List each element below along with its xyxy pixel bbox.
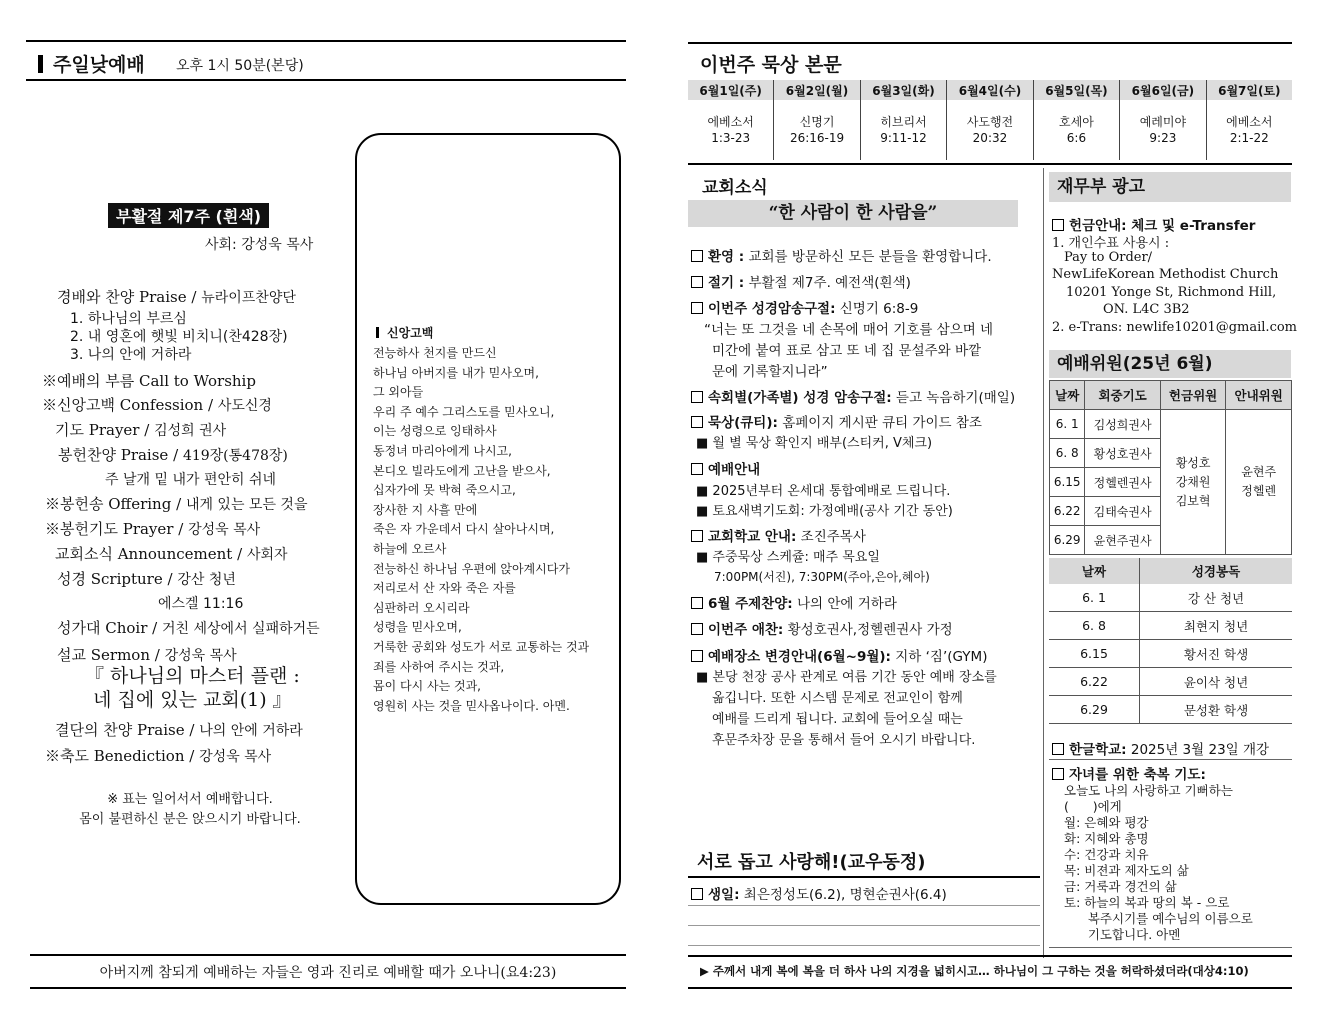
duty-prayer: 김성희권사: [1085, 410, 1160, 439]
meditation-passage: 호세아 6:6: [1033, 100, 1119, 160]
meditation-day: 6월4일(수): [947, 80, 1033, 100]
meditation-passage: 히브리서 9:11-12: [860, 100, 946, 160]
footer-rule-bottom: [688, 987, 1292, 989]
duty-prayer: 김태숙권사: [1085, 497, 1160, 526]
creed-text: 전능하사 천지를 만드신 하나님 아버지를 내가 믿사오며, 그 외아들 우리 주 예수 그리스도를 믿사오니, 이는 성령으로 잉태하사 동정녀 마리아에게 나시고, 본디오 빌라도에게 고난을 받으사, 십자가에 못 박혀 죽으시고, 장사한 지 사흘 만에 죽은 자 가운데서 다시 살아나시며, 하늘에 오르사 전능하신 하나님 우편에 앉아계시다가 저리로서 산 자와 죽은 자를 심판하러 오시리라 성령을 믿사오며, 거룩한 공회와 성도가 서로 교통하는 것과 죄를 사하여 주시는 것과, 몸이 다시 사는 것과, 영원히 사는 것을 믿사옵나이다. 아멘.: [373, 346, 590, 713]
top-rule: [688, 42, 1292, 44]
reading-header: 날짜: [1049, 558, 1140, 584]
duty-header: 안내위원: [1226, 381, 1292, 410]
venue-bullet-line: 옮깁니다. 또한 시스템 문제로 전교인이 함께: [712, 691, 963, 706]
meditation-passage: 예레미야 9:23: [1120, 100, 1206, 160]
korean-school: 한글학교: 2025년 3월 23일 개강: [1052, 738, 1269, 758]
service-time: 오후 1시 50분(본당): [176, 58, 304, 74]
order-confession: ※신앙고백 Confession / 사도신경: [42, 396, 272, 414]
reading-table: [1049, 558, 1292, 724]
venue-bullet-line: 예배를 드리게 됩니다. 교회에 들어오실 때는: [712, 712, 963, 727]
blank-line: [688, 905, 1040, 906]
reading-person: 최현지 청년: [1140, 612, 1293, 640]
meditation-day: 6월5일(목): [1033, 80, 1119, 100]
duty-prayer: 윤현주권사: [1085, 526, 1160, 555]
service-title: 주일낮예배: [38, 50, 145, 77]
children-prayer-title: 자녀를 위한 축복 기도:: [1052, 763, 1206, 783]
duty-date: 6. 1: [1050, 410, 1085, 439]
offering-line: Pay to Order/: [1064, 250, 1153, 265]
reading-date: 6.15: [1049, 640, 1140, 668]
finance-rule: [1049, 947, 1292, 948]
finance-title: 재무부 광고: [1049, 172, 1291, 202]
worship-bullet: ■ 2025년부터 온세대 통합예배로 드립니다.: [696, 484, 951, 499]
title-rule: [26, 79, 626, 81]
sermon-title-line: 네 집에 있는 교회(1) 』: [93, 689, 292, 711]
meditation-day: 6월7일(토): [1206, 80, 1292, 100]
note-line: 몸이 불편하신 분은 앉으시기 바랍니다.: [79, 812, 301, 827]
offering-line: 2. e-Trans: newlife10201@gmail.com: [1052, 320, 1298, 335]
duty-offering-members: 황성호 강채원 김보혁: [1160, 410, 1226, 555]
news-school: 교회학교 안내: 조진주목사: [691, 525, 866, 545]
reading-person: 문성환 학생: [1140, 696, 1293, 724]
mutual-rule: [688, 876, 1040, 878]
news-fellowship: 이번주 애찬: 황성호권사,정헬렌권사 가정: [691, 618, 953, 638]
order-closing-hymn: 결단의 찬양 Praise / 나의 안에 거하라: [55, 721, 303, 739]
blank-line: [688, 925, 1040, 926]
praise-song: 3. 나의 안에 거하라: [70, 347, 192, 363]
sermon-title-line: 『 하나님의 마스터 플랜 :: [85, 665, 300, 687]
meditation-day: 6월1일(주): [688, 80, 774, 100]
news-qt: 묵상(큐티): 홈페이지 게시판 큐티 가이드 참조: [691, 411, 982, 431]
meditation-table: [688, 80, 1292, 160]
memory-text-line: “너는 또 그것을 네 손목에 매어 기호를 삼으며 네: [704, 322, 994, 338]
order-call-to-worship: ※예배의 부름 Call to Worship: [42, 372, 256, 390]
meditation-day: 6월6일(금): [1120, 80, 1206, 100]
order-choir: 성가대 Choir / 거친 세상에서 실패하거든: [57, 619, 320, 637]
footer-verse: ▶ 주께서 내게 복에 복을 더 하사 나의 지경을 넓히시고… 하나님이 그 구하는 것을 허락하셨더라(대상4:10): [700, 964, 1249, 978]
table-row: [1049, 612, 1292, 640]
reading-date: 6.22: [1049, 668, 1140, 696]
leader: 사회: 강성욱 목사: [205, 237, 314, 253]
news-family-verse: 속회별(가족별) 성경 암송구절: 듣고 녹음하기(매일): [691, 386, 1015, 406]
worship-bullet: ■ 토요새벽기도회: 가정예배(공사 기간 동안): [696, 504, 953, 519]
qt-bullet: ■ 월 별 묵상 확인지 배부(스티커, V체크): [696, 436, 933, 451]
meditation-day: 6월3일(화): [860, 80, 946, 100]
offering-line: NewLifeKorean Methodist Church: [1052, 267, 1279, 282]
scripture-ref: 에스겔 11:16: [158, 596, 244, 612]
news-welcome: 환영 : 교회를 방문하신 모든 분들을 환영합니다.: [691, 245, 992, 265]
news-season: 절기 : 부활절 제7주. 예전색(흰색): [691, 271, 911, 291]
duty-guide-members: 윤현주 정헬렌: [1226, 410, 1292, 555]
sermon-title: [85, 664, 300, 712]
offering-line: 10201 Yonge St, Richmond Hill,: [1066, 285, 1277, 300]
order-offering-praise: 봉헌찬양 Praise / 419장(통478장): [58, 446, 288, 464]
duty-prayer: 황성호권사: [1085, 439, 1160, 468]
footer-rule-bottom: [30, 987, 626, 989]
order-prayer: 기도 Prayer / 김성희 권사: [55, 421, 227, 439]
mutual-title: 서로 돕고 사랑해!(교우동정): [697, 852, 926, 873]
offering-praise-song: 주 날개 밑 내가 편안히 쉬네: [105, 472, 277, 488]
column-divider: [1043, 168, 1044, 958]
reading-header: 성경봉독: [1140, 558, 1293, 584]
news-banner: “한 사람이 한 사람을”: [688, 200, 1018, 227]
season-badge: 부활절 제7주 (흰색): [108, 203, 269, 228]
duty-table: [1049, 380, 1292, 555]
venue-bullet: ■ 본당 천장 공사 관계로 여름 기간 동안 예배 장소를: [696, 670, 997, 685]
news-title: 교회소식: [702, 178, 768, 198]
reading-person: 윤이삭 청년: [1140, 668, 1293, 696]
order-praise: 경배와 찬양 Praise / 뉴라이프찬양단: [57, 288, 296, 306]
offering-line: ON. L4C 3B2: [1103, 302, 1190, 317]
memory-text-line: 문에 기록할지니라”: [712, 364, 828, 380]
meditation-rule: [688, 163, 1292, 165]
finance-rule: [1049, 759, 1292, 760]
meditation-passage: 에베소서 1:3-23: [707, 115, 754, 145]
table-row: [1049, 696, 1292, 724]
school-bullet-line: 7:00PM(서진), 7:30PM(주아,은아,혜아): [714, 570, 930, 584]
duty-date: 6.15: [1050, 468, 1085, 497]
order-scripture: 성경 Scripture / 강산 청년: [57, 570, 236, 588]
top-rule: [26, 40, 626, 42]
reading-date: 6. 1: [1049, 584, 1140, 612]
order-announcement: 교회소식 Announcement / 사회자: [55, 545, 288, 563]
praise-songs: [70, 310, 288, 364]
table-row: [1049, 584, 1292, 612]
meditation-passage: 사도행전 20:32: [947, 100, 1033, 160]
creed-title: 신앙고백: [376, 324, 433, 341]
school-bullet: ■ 주중묵상 스케쥴: 매주 목요일: [696, 550, 880, 565]
order-benediction: ※축도 Benediction / 강성욱 목사: [45, 747, 272, 765]
offering-line: 1. 개인수표 사용시 :: [1052, 236, 1170, 251]
table-row: [1050, 410, 1292, 439]
duty-date: 6.22: [1050, 497, 1085, 526]
meditation-passage: 신명기 26:16-19: [774, 100, 860, 160]
news-venue: 예배장소 변경안내(6월~9월): 지하 ‘짐’(GYM): [691, 645, 987, 665]
duty-header: 날짜: [1050, 381, 1085, 410]
footer-rule: [30, 954, 626, 956]
table-row: [1049, 640, 1292, 668]
reading-date: 6.29: [1049, 696, 1140, 724]
children-prayer-text: 오늘도 나의 사랑하고 기뻐하는 ( )에게 월: 은혜와 평강 화: 지혜와 총명 수: 건강과 치유 목: 비젼과 제자도의 삶 금: 거룩과 경건의 삶 토: 하늘의 복과 땅의 복 - 으로 복주시기를 예수님의 이름으로 기도합니다. 아멘: [1064, 783, 1253, 942]
praise-song: 1. 하나님의 부르심: [70, 311, 187, 327]
meditation-title: 이번주 묵상 본문: [700, 54, 842, 76]
duty-prayer: 정헬렌권사: [1085, 468, 1160, 497]
memory-text-line: 미간에 붙여 표로 삼고 또 네 집 문설주와 바깥: [712, 343, 982, 359]
reading-person: 강 산 청년: [1140, 584, 1293, 612]
standing-note: [60, 790, 320, 830]
meditation-passage: 에베소서 2:1-22: [1206, 100, 1292, 160]
venue-bullet-line: 후문주차장 문을 통해서 들어 오시기 바랍니다.: [712, 733, 976, 748]
footer-verse: 아버지께 참되게 예배하는 자들은 영과 진리로 예배할 때가 오나니(요4:23): [99, 965, 557, 981]
offering-guide: 헌금안내: 체크 및 e-Transfer: [1052, 214, 1255, 234]
order-offering: ※봉헌송 Offering / 내게 있는 모든 것을: [45, 495, 308, 513]
order-sermon: 설교 Sermon / 강성욱 목사: [57, 646, 237, 664]
news-birthday: 생일: 최은정성도(6.2), 명현순권사(6.4): [691, 883, 947, 903]
footer-rule: [688, 955, 1292, 957]
reading-date: 6. 8: [1049, 612, 1140, 640]
news-worship: 예배안내: [691, 458, 760, 478]
reading-person: 황서진 학생: [1140, 640, 1293, 668]
meditation-day: 6월2일(월): [774, 80, 860, 100]
duty-date: 6. 8: [1050, 439, 1085, 468]
news-theme-song: 6월 주제찬양: 나의 안에 거하라: [691, 592, 897, 612]
news-memory-verse: 이번주 성경암송구절: 신명기 6:8-9: [691, 297, 918, 317]
duty-date: 6.29: [1050, 526, 1085, 555]
praise-song: 2. 내 영혼에 햇빛 비치니(찬428장): [70, 329, 288, 345]
order-offering-prayer: ※봉헌기도 Prayer / 강성욱 목사: [45, 520, 261, 538]
duty-header: 헌금위원: [1160, 381, 1226, 410]
duty-title: 예배위원(25년 6월): [1049, 350, 1291, 378]
table-row: [1049, 668, 1292, 696]
blank-line: [688, 945, 1040, 946]
duty-header: 회중기도: [1085, 381, 1160, 410]
note-line: ※ 표는 일어서서 예배합니다.: [107, 792, 273, 807]
